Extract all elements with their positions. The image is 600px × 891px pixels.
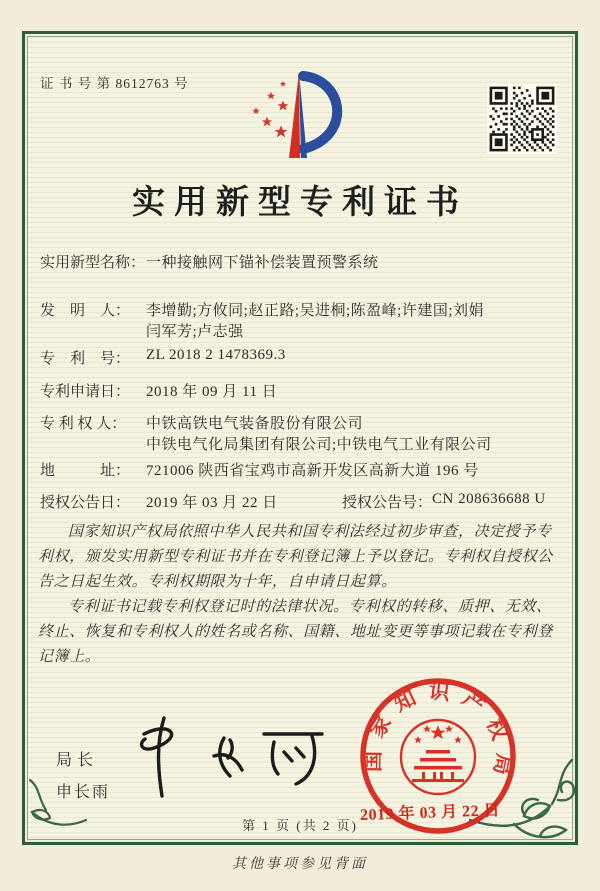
field-value: 2019 年 03 月 22 日 bbox=[146, 495, 278, 511]
field-value: 一种接触网下锚补偿装置预警系统 bbox=[146, 255, 379, 271]
director-title: 局长 bbox=[56, 752, 99, 769]
field-row-grant bbox=[40, 491, 562, 512]
back-side-note: 其他事项参见背面 bbox=[232, 857, 368, 872]
field-label: 专 利 权 人： bbox=[40, 416, 127, 432]
legal-paragraph-2: 专利证书记载专利权登记时的法律状况。专利权的转移、质押、无效、终止、恢复和专利权人的姓名或名称、国籍、地址变更等事项记载在专利登记簿上。 bbox=[38, 599, 553, 665]
field-row-patentee bbox=[40, 412, 363, 433]
logo-p-mark bbox=[289, 72, 337, 158]
certificate-title: 实用新型专利证书 bbox=[132, 185, 468, 221]
seal-national-emblem bbox=[401, 720, 475, 794]
field-label: 专利申请日： bbox=[40, 384, 131, 400]
certificate-number: 证 书 号 第 8612763 号 bbox=[40, 76, 189, 91]
field-row-inventors bbox=[40, 299, 484, 320]
field-row-name bbox=[40, 251, 379, 272]
seal-text: 国家知识产权局 bbox=[360, 678, 517, 788]
field-value: 中铁高铁电气装备股份有限公司 bbox=[146, 416, 364, 432]
field-label: 授权公告号： bbox=[342, 495, 433, 511]
field-value: CN 208636688 U bbox=[432, 491, 546, 507]
legal-text bbox=[38, 520, 562, 670]
director-signature bbox=[118, 704, 350, 814]
logo-stars bbox=[252, 81, 288, 137]
field-grant-no bbox=[342, 491, 546, 512]
field-label: 实用新型名称： bbox=[40, 255, 146, 271]
cnipa-logo bbox=[243, 64, 375, 182]
legal-paragraph-1: 国家知识产权局依照中华人民共和国专利法经过初步审查，决定授予专利权，颁发实用新型专利证书并在专利登记簿上予以登记。专利权自授权公告之日起生效。专利权期限为十年，自申请日起算。 bbox=[38, 524, 553, 590]
field-label: 专 利 号： bbox=[40, 351, 131, 367]
field-row-filing-date bbox=[40, 380, 277, 401]
field-value: 2018 年 09 月 11 日 bbox=[146, 384, 278, 400]
field-value: 721006 陕西省宝鸡市高新开发区高新大道 196 号 bbox=[146, 463, 479, 479]
seal-date: 2019 年 03 月 22 日 bbox=[359, 802, 501, 825]
field-value-continued: 闫军芳;卢志强 bbox=[146, 324, 244, 340]
page-number: 第 1 页 (共 2 页) bbox=[242, 818, 358, 833]
field-value: ZL 2018 2 1478369.3 bbox=[146, 347, 286, 363]
field-value: 李增勤;方攸同;赵正路;吴进桐;陈盈峰;许建国;刘娟 bbox=[146, 303, 485, 319]
field-label: 地 址： bbox=[40, 463, 131, 479]
field-row-address bbox=[40, 459, 479, 480]
field-label: 发 明 人： bbox=[40, 303, 131, 319]
corner-flourish-left-icon bbox=[20, 776, 90, 844]
field-label: 授权公告日： bbox=[40, 495, 131, 511]
field-row-patent-no bbox=[40, 347, 286, 368]
field-value-continued: 中铁电气化局集团有限公司;中铁电气工业有限公司 bbox=[146, 437, 492, 453]
director-name: 申长雨 bbox=[56, 784, 111, 801]
qr-code bbox=[486, 84, 558, 154]
